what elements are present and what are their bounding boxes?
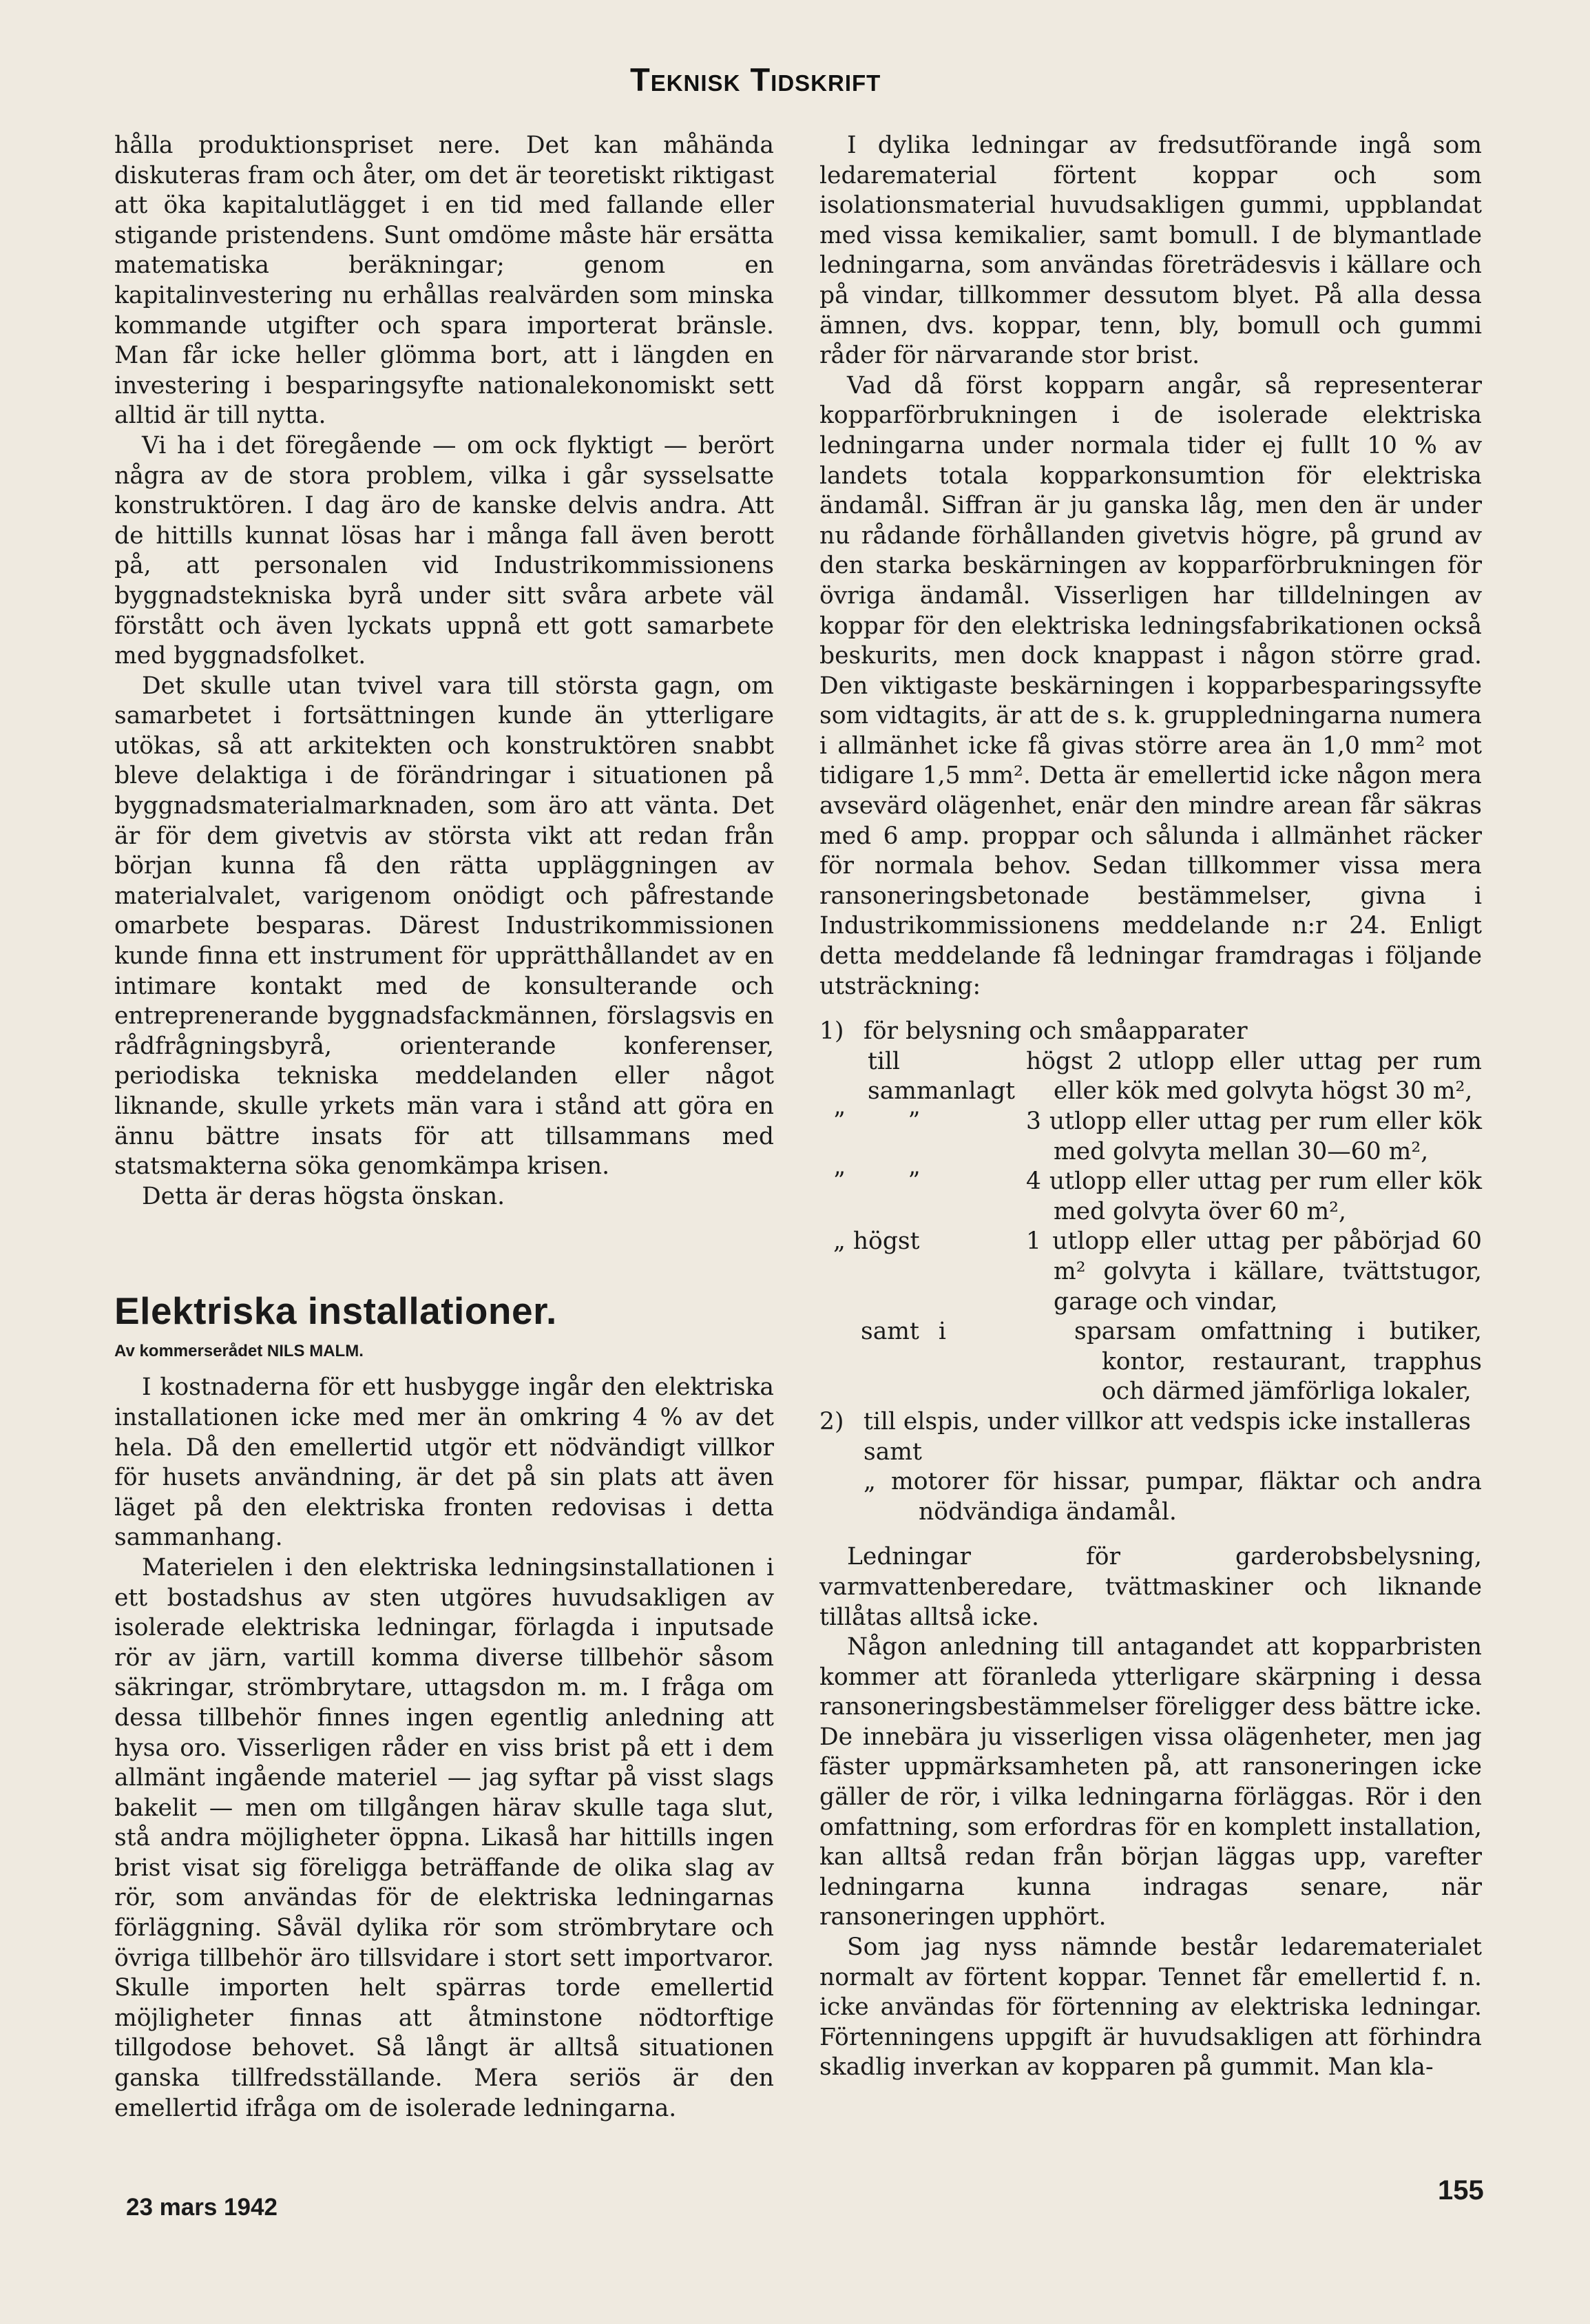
paragraph: Någon anledning till antagandet att kopparbristen kommer att föranleda ytterligare skärpning i dessa ransoneringsbestämmelser föreligger dess bättre icke. De innebära ju visserligen vissa olägenheter, men jag fäster uppmärksamheten på, att ransoneringen icke gäller de rör, i vilka ledningarna förläggas. Rör i den omfattning, som erfordras för en komplett installation, kan alltså redan från början läggas upp, varefter ledningarna kunna indragas senare, när ransoneringen upphört.: [819, 1633, 1482, 1931]
subitem-key: „ högst: [833, 1227, 920, 1256]
ditto-marks: „: [864, 1468, 876, 1496]
i-word: i: [938, 1318, 946, 1346]
subitem-value: motorer för hissar, pumpar, fläktar och andra nödvändiga ändamål.: [891, 1468, 1482, 1526]
subitem-value: 4 utlopp eller uttag per rum eller kök med golvyta över 60 m²,: [1026, 1168, 1482, 1225]
list-item-text: till elspis, under villkor att vedspis icke installeras samt: [864, 1407, 1472, 1466]
subitem-value: högst 2 utlopp eller uttag per rum eller kök med golvyta högst 30 m²,: [1026, 1047, 1482, 1106]
paragraph: I kostnaderna för ett husbygge ingår den elektriska installationen icke med mer än omkring 4 % av det hela. Då den emellertid utgör ett nödvändigt villkor för husets användning, är det på sin plats att även läget på den elektriska fronten redovisas i detta sammanhang.: [114, 1373, 774, 1552]
ditto-marks: ” ”: [833, 1168, 948, 1196]
list-item: [819, 1017, 1482, 1047]
ditto-marks: ” ”: [833, 1108, 948, 1135]
list-number: 2): [819, 1407, 844, 1435]
subitem-key: [819, 1317, 1074, 1407]
list-subitem: [819, 1167, 1482, 1227]
subitem-value: 3 utlopp eller uttag per rum eller kök med golvyta mellan 30—60 m²,: [1026, 1108, 1482, 1165]
issue-date: 23 mars 1942: [126, 2194, 278, 2221]
list-number: 1): [819, 1017, 844, 1046]
list-subitem: [819, 1227, 1482, 1317]
paragraph: Vi ha i det föregående — om ock flyktigt — berört några av de stora problem, vilka i går sysselsatte konstruktören. I dag äro de kanske delvis andra. Att de hittills kunnat lösas har i många fall även berott på, att personalen vid Industrikommissionens byggnadstekniska byrå under sitt svåra arbete väl förstått och även lyckats uppnå ett gott samarbete med byggnadsfolket.: [114, 431, 774, 670]
list-subitem: [819, 1107, 1482, 1167]
article-byline: Av kommerserådet NILS MALM.: [114, 1342, 364, 1361]
page-number: 155: [1438, 2175, 1484, 2206]
paragraph: Det skulle utan tvivel vara till största gagn, om samarbetet i fortsättningen kunde än ytterligare utökas, så att arkitekten och konstruktören snabbt bleve delaktiga i de förändringar i situationen på byggnadsmaterialmarknaden, som äro att vänta. Det är för dem givetvis av största vikt att redan från början kunna få den rätta uppläggningen av materialvalet, varigenom onödigt och påfrestande omarbete besparas. Därest Industrikommissionen kunde finna ett instrument för upprätthållandet av en intimare kontakt med de konsulterande och entreprenerande byggnadsfackmännen, förslagsvis en rådfrågningsbyrå, orienterande konferenser, periodiska tekniska meddelanden eller något liknande, skulle yrkets män vara i stånd att göra en ännu bättre insats för att tillsammans med statsmakterna söka genomkämpa krisen.: [114, 672, 774, 1181]
paragraph: I dylika ledningar av fredsutförande ingå som ledarematerial förtent koppar och som isolationsmaterial huvudsakligen gummi, uppblandat med vissa kemikalier, samt bomull. I de blymantlade ledningarna, som användas företrädesvis i källare och på vindar, tillkommer dessutom blyet. På alla dessa ämnen, dvs. koppar, tenn, bly, bomull och gummi råder för närvarande stor brist.: [819, 132, 1482, 370]
subitem-value: sparsam omfattning i butiker, kontor, restaurant, trapphus och därmed jämförliga lokaler,: [1074, 1318, 1482, 1406]
list-item-text: för belysning och småapparater: [864, 1017, 1248, 1046]
article-heading: Elektriska installationer.: [114, 1289, 557, 1333]
subitem-key: till sammanlagt: [868, 1047, 1016, 1106]
list-item: [819, 1407, 1482, 1467]
paragraph: Detta är deras högsta önskan.: [142, 1182, 505, 1210]
samt-word: samt: [861, 1318, 919, 1346]
paragraph: Vad då först kopparn angår, så representerar kopparförbrukningen i de isolerade elektriska ledningarna under normala tider ej fullt 10 % av landets totala kopparkonsumtion för elektriska ändamål. Siffran är ju ganska låg, men den är under nu rådande förhållanden givetvis högre, på grund av den starka beskärningen av kopparförbrukningen för övriga ändamål. Visserligen har tilldelningen av koppar för den elektriska ledningsfabrikationen också beskurits, men dock knappast i någon större grad. Den viktigaste beskärningen i kopparbesparingssyfte som vidtagits, är att de s. k. gruppledningarna numera i allmänhet icke få givas större area än 1,0 mm² mot tidigare 1,5 mm². Detta är emellertid icke någon mera avsevärd olägenhet, enär den mindre arean får säkras med 6 amp. proppar och sålunda i allmänhet räcker för normala behov. Sedan tillkommer vissa mera ransoneringsbetonade bestämmelser, givna i Industrikommissionens meddelande n:r 24. Enligt detta meddelande få ledningar framdragas i följande utsträckning:: [819, 371, 1482, 1000]
left-column: [114, 131, 774, 2124]
regulation-list: [819, 1017, 1482, 1527]
list-subitem: [819, 1047, 1482, 1107]
paragraph: Som jag nyss nämnde består ledarematerialet normalt av förtent koppar. Tennet får emellertid f. n. icke användas för förtenning av elektriska ledningar. Förtenningens uppgift är huvudsakligen att förhindra skadlig inverkan av kopparen på gummit. Man kla-: [819, 1933, 1482, 2082]
paragraph: Ledningar för garderobsbelysning, varmvattenberedare, tvättmaskiner och liknande tillåtas alltså icke.: [819, 1543, 1482, 1631]
paragraph: hålla produktionspriset nere. Det kan måhända diskuteras fram och åter, om det är teoretiskt riktigast att öka kapitalutlägget i en tid med fallande eller stigande pristendens. Sunt omdöme måste här ersätta matematiska beräkningar; genom en kapitalinvestering nu erhållas realvärden som minska kommande utgifter och spara importerat bränsle. Man får icke heller glömma bort, att i längden en investering i besparingsyfte nationalekonomiskt sett alltid är till nytta.: [114, 132, 774, 430]
right-column: [819, 131, 1482, 2083]
list-subitem: [819, 1467, 1482, 1527]
journal-title: Teknisk Tidskrift: [630, 61, 881, 98]
list-subitem: [819, 1317, 1482, 1407]
subitem-value: 1 utlopp eller uttag per påbörjad 60 m² golvyta i källare, tvättstugor, garage och vindar,: [1026, 1227, 1482, 1316]
paragraph: Materielen i den elektriska ledningsinstallationen i ett bostadshus av sten utgöres huvudsakligen av isolerade elektriska ledningar, förlagda i inputsade rör av järn, vartill komma diverse tillbehör såsom säkringar, strömbrytare, uttagsdon m. m. I fråga om dessa tillbehör finnes ingen egentlig anledning att hysa oro. Visserligen råder en viss brist på ett i dem allmänt ingående materiel — jag syftar på visst slags bakelit — men om tillgången härav skulle taga slut, stå andra möjligheter öppna. Likaså har hittills ingen brist visat sig föreligga beträffande de olika slag av rör, som användas för de elektriska ledningarnas förläggning. Såväl dylika rör som strömbrytare och övriga tillbehör äro tillsvidare i stort sett importvaror. Skulle importen helt spärras torde emellertid möjligheter finnas att åtminstone nödtorftige tillgodose behovet. Så långt är alltså situationen ganska tillfredsställande. Mera seriös är den emellertid ifråga om de isolerade ledningarna.: [114, 1553, 774, 2122]
